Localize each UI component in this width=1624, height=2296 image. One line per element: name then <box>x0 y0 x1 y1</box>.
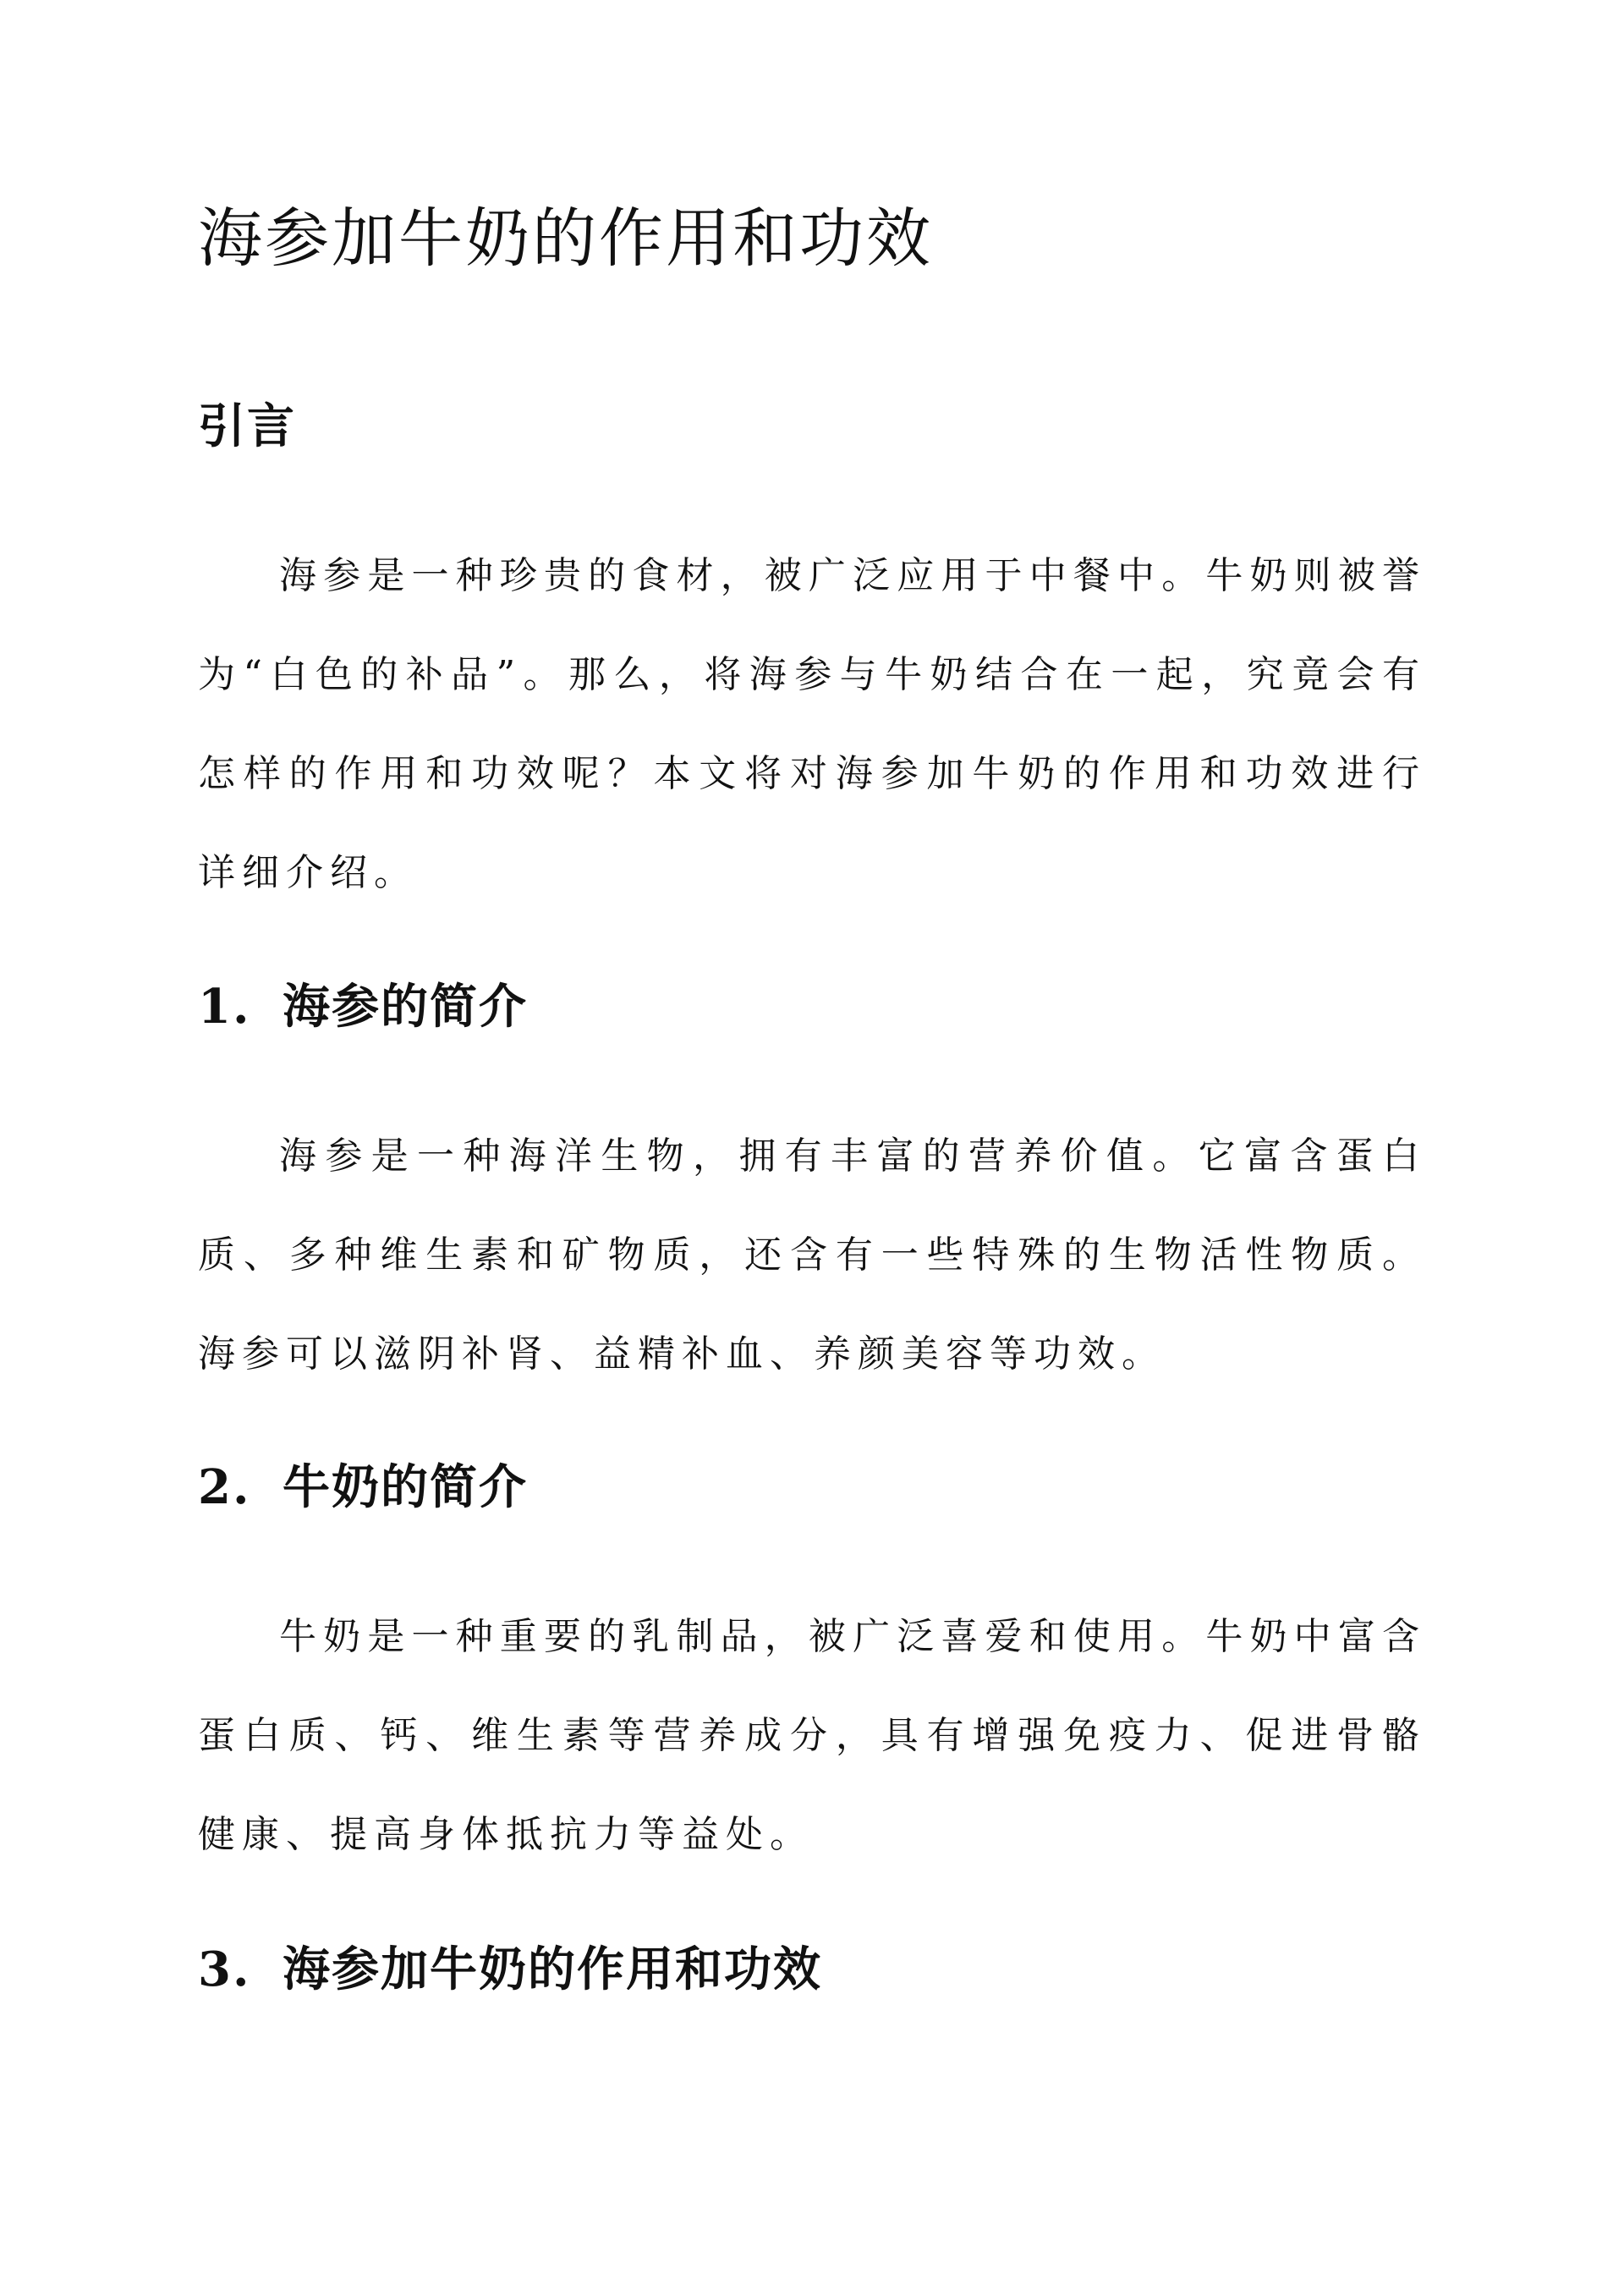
section-1-number: 1. <box>198 979 251 1035</box>
section-1-title: 海参的简介 <box>283 979 528 1035</box>
section-3-number: 3. <box>198 1942 251 1997</box>
section-1-paragraph: 海参是一种海洋生物，拥有丰富的营养价值。它富含蛋白质、多种维生素和矿物质，还含有一些特殊的生物活性物质。海参可以滋阴补肾、益精补血、养颜美容等功效。 <box>198 1134 1426 1376</box>
section-2-title: 牛奶的简介 <box>283 1459 528 1515</box>
section-1-heading <box>198 973 528 1041</box>
intro-heading: 引言 <box>198 398 296 454</box>
section-3-heading <box>198 1936 822 2003</box>
section-2-paragraph: 牛奶是一种重要的乳制品，被广泛喜爱和使用。牛奶中富含蛋白质、钙、维生素等营养成分，具有增强免疫力、促进骨骼健康、提高身体抵抗力等益处。 <box>198 1615 1426 1856</box>
section-2-heading <box>198 1453 528 1521</box>
document-title: 海参加牛奶的作用和功效 <box>198 200 933 276</box>
section-2-number: 2. <box>198 1459 251 1515</box>
section-3-title: 海参加牛奶的作用和功效 <box>283 1942 822 1997</box>
document-page <box>198 0 1426 2296</box>
intro-paragraph: 海参是一种珍贵的食材，被广泛应用于中餐中。牛奶则被誉为“白色的补品”。那么，将海参与牛奶结合在一起，究竟会有怎样的作用和功效呢？本文将对海参加牛奶的作用和功效进行详细介绍。 <box>198 554 1426 894</box>
